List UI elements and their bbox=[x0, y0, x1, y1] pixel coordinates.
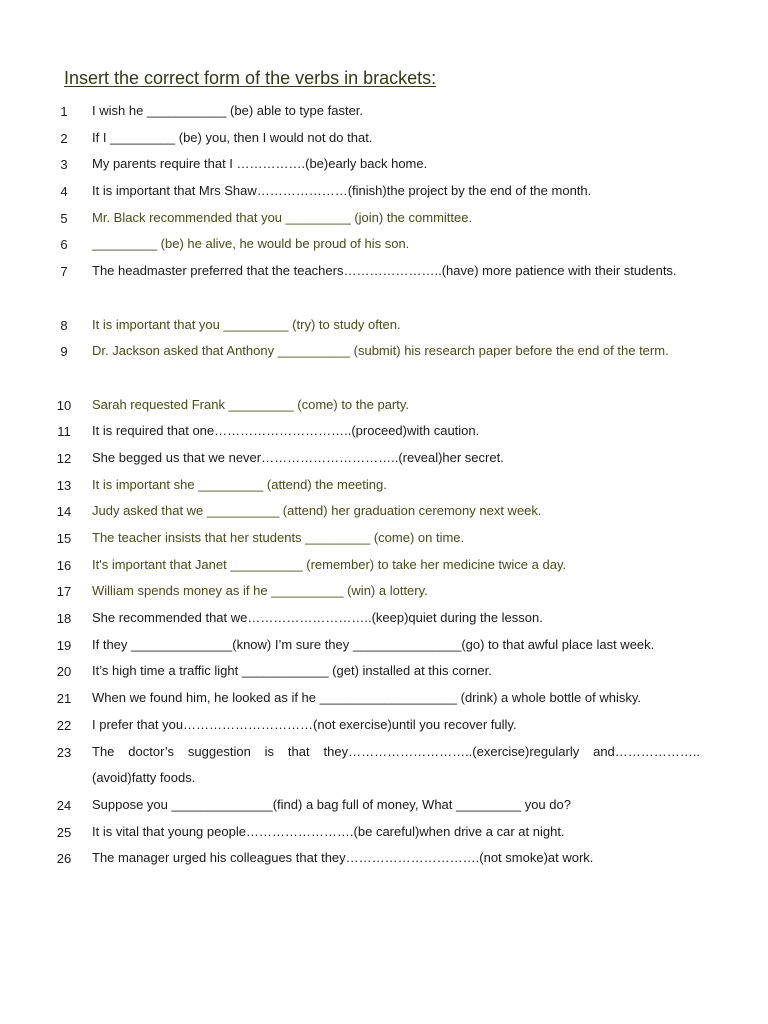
item-text: The headmaster preferred that the teachers…………………..(have) more patience with their students. bbox=[92, 263, 677, 279]
exercise-item bbox=[0, 527, 768, 554]
item-number: 19 bbox=[56, 637, 72, 653]
item-text: She begged us that we never…………………………..(reveal)her secret. bbox=[92, 449, 504, 465]
item-number: 2 bbox=[60, 130, 68, 146]
item-text: It is important that Mrs Shaw…………………(finish)the project by the end of the month. bbox=[92, 183, 592, 199]
exercise-item bbox=[0, 660, 768, 687]
item-text: When we found him, he looked as if he ___________________ (drink) a whole bottle of whisky. bbox=[92, 690, 642, 706]
exercise-item bbox=[0, 714, 768, 741]
worksheet-title: Insert the correct form of the verbs in brackets: bbox=[64, 68, 437, 88]
item-number: 13 bbox=[56, 477, 72, 493]
item-number: 17 bbox=[56, 584, 72, 600]
item-number: 3 bbox=[60, 157, 68, 173]
item-number: 6 bbox=[60, 237, 68, 253]
item-number: 5 bbox=[60, 210, 68, 226]
item-text: The doctor’s suggestion is that they………………………..(exercise)regularly and………………..(avoid)fatty foods. bbox=[92, 743, 700, 786]
exercise-item bbox=[0, 207, 768, 234]
item-number: 23 bbox=[56, 744, 72, 760]
exercise-item bbox=[0, 474, 768, 501]
item-text: The manager urged his colleagues that they………………………….(not smoke)at work. bbox=[92, 850, 594, 866]
item-text: If I _________ (be) you, then I would not do that. bbox=[92, 129, 373, 145]
exercise-item bbox=[0, 233, 768, 260]
exercise-item bbox=[0, 634, 768, 661]
item-text: _________ (be) he alive, he would be proud of his son. bbox=[92, 236, 410, 252]
exercise-item bbox=[0, 847, 768, 874]
item-text: Mr. Black recommended that you _________ (join) the committee. bbox=[92, 209, 473, 225]
item-text: Sarah requested Frank _________ (come) to the party. bbox=[92, 396, 410, 412]
item-number: 15 bbox=[56, 531, 72, 547]
exercise-item bbox=[0, 607, 768, 634]
item-number: 10 bbox=[56, 397, 72, 413]
item-number: 12 bbox=[56, 450, 72, 466]
exercise-item bbox=[0, 394, 768, 421]
exercise-item bbox=[0, 100, 768, 127]
exercise-item bbox=[0, 260, 768, 313]
item-text: It is important that you _________ (try) to study often. bbox=[92, 316, 401, 332]
item-number: 21 bbox=[56, 691, 72, 707]
item-number: 11 bbox=[57, 424, 71, 440]
exercise-item bbox=[0, 687, 768, 714]
item-text: She recommended that we………………………..(keep)quiet during the lesson. bbox=[92, 610, 543, 626]
item-text: Dr. Jackson asked that Anthony __________ (submit) his research paper before the end of the term. bbox=[92, 343, 669, 359]
item-number: 7 bbox=[60, 264, 68, 280]
item-number: 14 bbox=[56, 504, 72, 520]
exercise-item bbox=[0, 447, 768, 474]
item-number: 4 bbox=[60, 184, 68, 200]
item-text: The teacher insists that her students _________ (come) on time. bbox=[92, 530, 465, 546]
item-text: My parents require that I …………….(be)early back home. bbox=[92, 156, 428, 172]
item-number: 1 bbox=[60, 104, 68, 119]
item-text: I prefer that you…………………………(not exercise)until you recover fully. bbox=[92, 716, 517, 732]
exercise-item bbox=[0, 500, 768, 527]
exercise-list bbox=[0, 100, 768, 874]
item-text: Judy asked that we __________ (attend) her graduation ceremony next week. bbox=[92, 503, 542, 519]
item-number: 25 bbox=[56, 824, 72, 840]
exercise-item bbox=[0, 153, 768, 180]
item-text: It is required that one…………………………..(proceed)with caution. bbox=[92, 423, 480, 439]
exercise-item bbox=[0, 580, 768, 607]
item-text: If they ______________(know) I’m sure they _______________(go) to that awful place last week. bbox=[92, 636, 655, 652]
item-text: It’s high time a traffic light ____________ (get) installed at this corner. bbox=[92, 663, 492, 679]
item-text: It is important she _________ (attend) the meeting. bbox=[92, 476, 387, 492]
item-text: I wish he ___________ (be) able to type faster. bbox=[92, 103, 364, 118]
exercise-item bbox=[0, 821, 768, 848]
exercise-item bbox=[0, 180, 768, 207]
item-number: 26 bbox=[56, 851, 72, 867]
item-text: Suppose you ______________(find) a bag full of money, What _________ you do? bbox=[92, 796, 571, 812]
item-number: 18 bbox=[56, 611, 72, 627]
item-number: 22 bbox=[56, 717, 72, 733]
exercise-item bbox=[0, 314, 768, 341]
item-text: It's important that Janet __________ (remember) to take her medicine twice a day. bbox=[92, 556, 567, 572]
item-number: 24 bbox=[56, 797, 72, 813]
exercise-item bbox=[0, 340, 768, 393]
item-number: 16 bbox=[56, 557, 72, 573]
item-text: It is vital that young people…………………….(be careful)when drive a car at night. bbox=[92, 823, 565, 839]
exercise-item bbox=[0, 420, 768, 447]
exercise-item bbox=[0, 794, 768, 821]
item-number: 8 bbox=[60, 317, 68, 333]
exercise-item bbox=[0, 554, 768, 581]
item-number: 20 bbox=[56, 664, 72, 680]
item-number: 9 bbox=[60, 344, 68, 360]
item-text: William spends money as if he __________ (win) a lottery. bbox=[92, 583, 428, 599]
exercise-item bbox=[0, 127, 768, 154]
exercise-item bbox=[0, 741, 768, 794]
